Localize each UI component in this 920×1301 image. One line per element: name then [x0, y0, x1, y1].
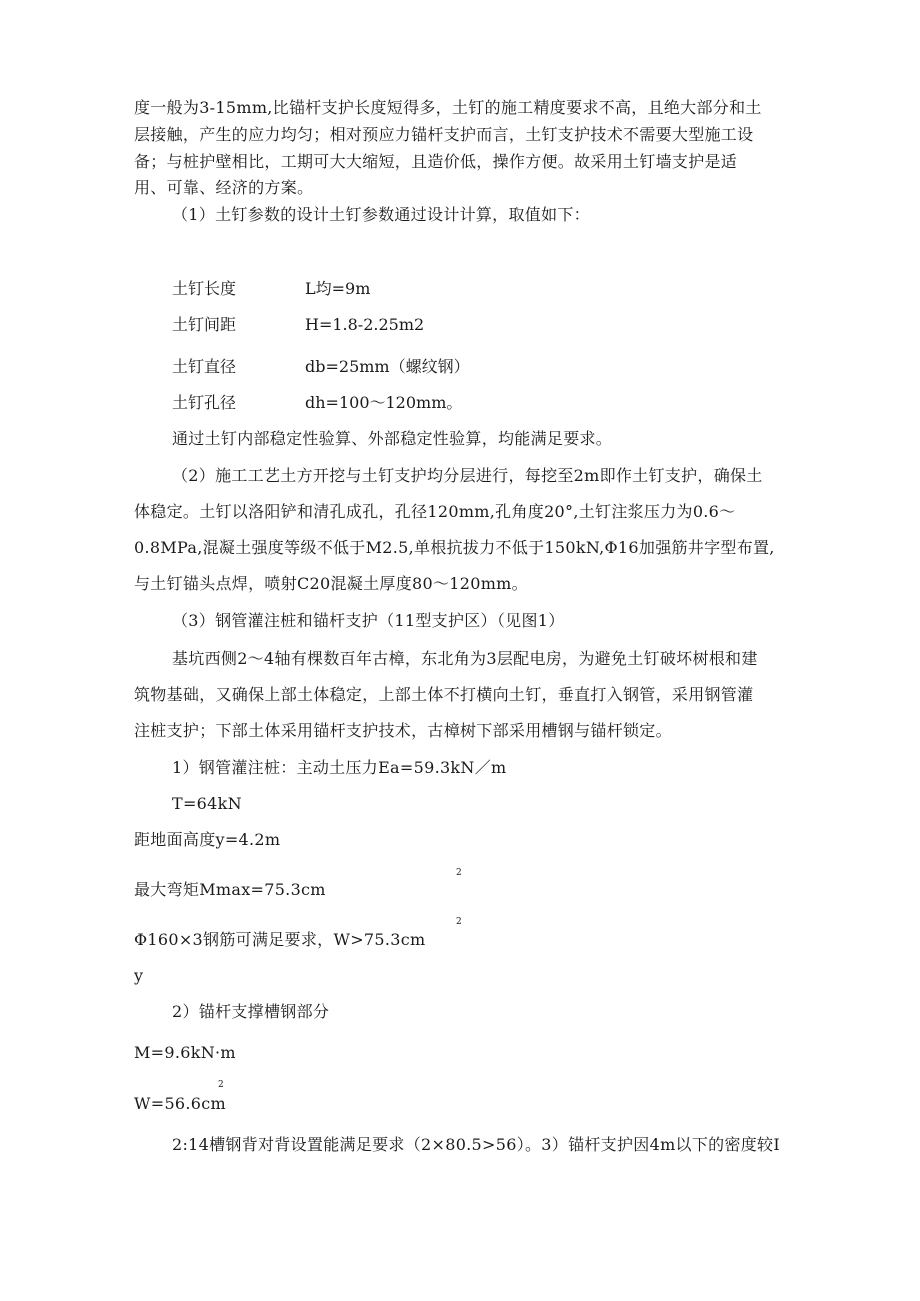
- section3-line-1: 基坑西侧2～4轴有棵数百年古樟，东北角为3层配电房，为避免土钉破坏树根和建: [172, 649, 758, 668]
- section2-line-4: 与土钉锚头点焊，喷射C20混凝土厚度80～120mm。: [134, 574, 528, 593]
- channel-w: W=56.6cm: [134, 1094, 227, 1113]
- param-label-diameter: 土钉直径: [172, 357, 237, 376]
- pile-y: 距地面高度y=4.2m: [134, 830, 281, 849]
- param-value-diameter: db=25mm（螺纹钢）: [305, 357, 470, 376]
- pile-mmax: 最大弯矩Mmax=75.3cm: [134, 880, 326, 899]
- pile-title: 1）钢管灌注桩：主动土压力Ea=59.3kN／m: [172, 758, 507, 777]
- channel-title: 2）锚杆支撑槽钢部分: [172, 1002, 330, 1021]
- pile-t: T=64kN: [172, 794, 242, 813]
- section2-line-1: （2）施工工艺土方开挖与土钉支护均分层进行，每挖至2m即作土钉支护，确保土: [172, 466, 763, 485]
- section3-line-3: 注桩支护；下部土体采用锚杆支护技术，古樟树下部采用槽钢与锚杆锁定。: [134, 721, 672, 740]
- section1-heading: （1）土钉参数的设计土钉参数通过设计计算，取值如下：: [172, 205, 590, 224]
- channel-w-sup: 2: [218, 1080, 224, 1090]
- pile-rebar-sup: 2: [456, 917, 462, 927]
- intro-line-3: 备；与桩护壁相比，工期可大大缩短，且造价低，操作方便。故采用土钉墙支护是适: [134, 152, 738, 171]
- param-value-length: L均=9m: [305, 279, 371, 298]
- param-label-hole: 土钉孔径: [172, 393, 237, 412]
- param-value-spacing: H=1.8-2.25m2: [305, 315, 425, 334]
- pile-rebar: Φ160×3钢筋可满足要求，W>75.3cm: [134, 930, 426, 949]
- intro-line-4: 用、可靠、经济的方案。: [134, 178, 314, 197]
- section2-line-2: 体稳定。土钉以洛阳铲和清孔成孔，孔径120mm,孔角度20°,土钉注浆压力为0.6～: [134, 502, 736, 521]
- param-label-spacing: 土钉间距: [172, 315, 237, 334]
- section3-line-2: 筑物基础，又确保上部土体稳定，上部土体不打横向土钉，垂直打入钢管，采用钢管灌: [134, 685, 754, 704]
- section1-conclusion: 通过土钉内部稳定性验算、外部稳定性验算，均能满足要求。: [172, 429, 613, 448]
- channel-last: 2:14槽钢背对背设置能满足要求（2×80.5>56）。3）锚杆支护因4m以下的密度较I: [172, 1135, 780, 1154]
- channel-m: M=9.6kN·m: [134, 1043, 236, 1062]
- intro-line-1: 度一般为3-15mm,比锚杆支护长度短得多，土钉的施工精度要求不高，且绝大部分和土: [134, 98, 762, 117]
- param-value-hole: dh=100～120mm。: [305, 393, 463, 412]
- section3-heading: （3）钢管灌注桩和锚杆支护（11型支护区）（见图1）: [172, 611, 565, 630]
- param-label-length: 土钉长度: [172, 279, 237, 298]
- pile-mmax-sup: 2: [456, 868, 462, 878]
- pile-rebar-sub: y: [134, 966, 144, 985]
- section2-line-3: 0.8MPa,混凝土强度等级不低于M2.5,单根抗拔力不低于150kN,Φ16加强筋井字型布置,: [134, 538, 775, 557]
- intro-line-2: 层接触，产生的应力均匀；相对预应力锚杆支护而言，土钉支护技术不需要大型施工设: [134, 125, 754, 144]
